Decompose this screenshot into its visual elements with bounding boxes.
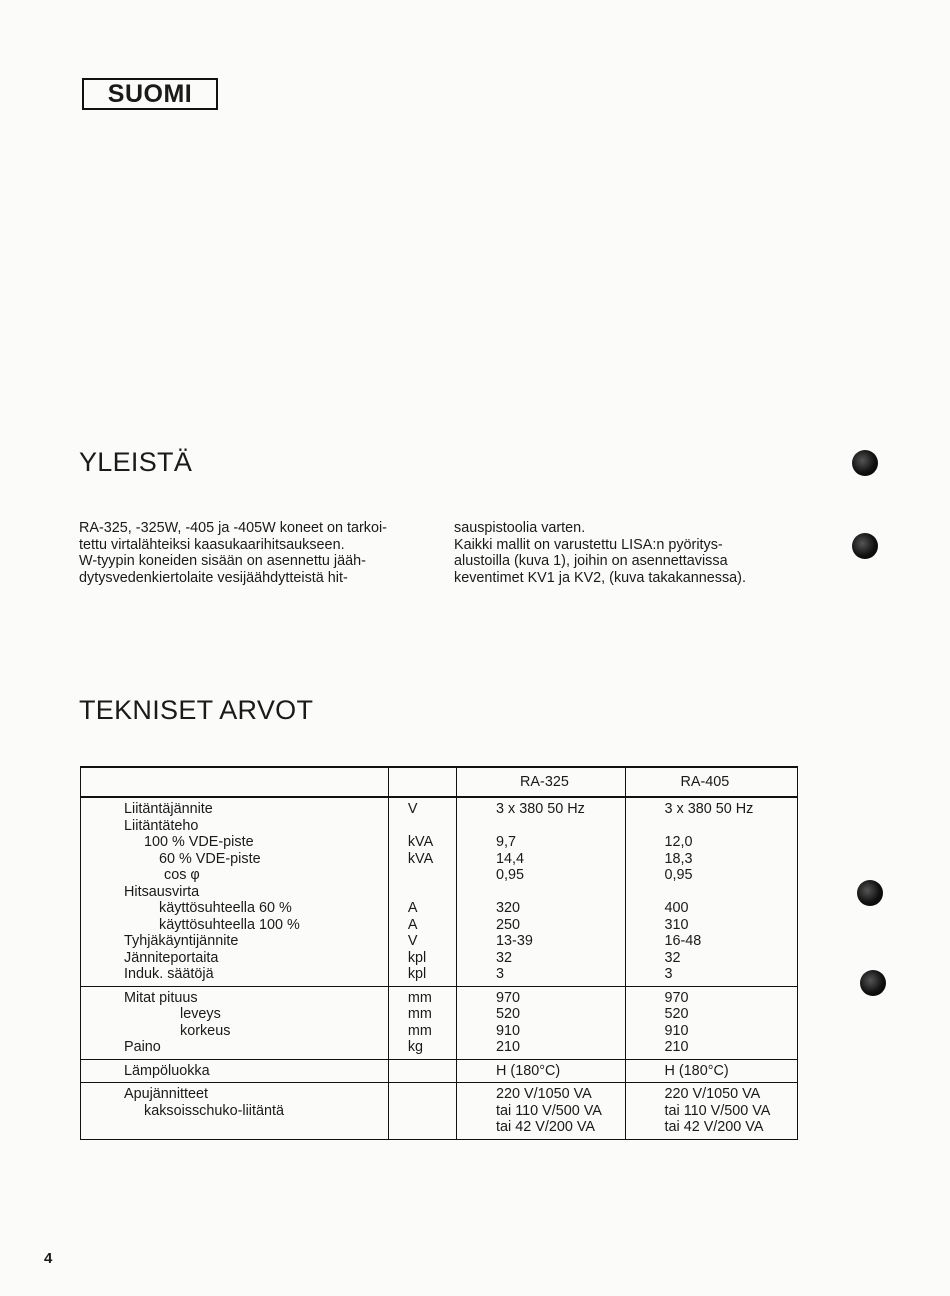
spec-value: 18,3 bbox=[664, 850, 693, 867]
spec-value: 16-48 bbox=[664, 933, 702, 949]
spec-unit: kg bbox=[407, 1039, 424, 1055]
spec-unit: kpl bbox=[407, 966, 427, 982]
spec-label: Hitsausvirta bbox=[124, 883, 200, 900]
spec-label: leveys bbox=[180, 1006, 221, 1022]
spec-value: 3 x 380 50 Hz bbox=[496, 801, 585, 817]
spec-value: 9,7 bbox=[496, 834, 517, 850]
label-cell bbox=[81, 1059, 389, 1083]
spec-label: Lämpöluokka bbox=[124, 1062, 210, 1079]
spec-value: 250 bbox=[496, 916, 521, 933]
spec-unit bbox=[408, 1103, 456, 1120]
table-group-electrical bbox=[81, 797, 798, 986]
spec-value: 310 bbox=[664, 916, 689, 933]
spec-unit: A bbox=[407, 916, 418, 933]
text-line: Kaikki mallit on varustettu LISA:n pyöritys- bbox=[454, 536, 723, 553]
table-group-insulation bbox=[81, 1059, 798, 1083]
value-cell-ra-405 bbox=[625, 797, 798, 986]
spec-unit: mm bbox=[407, 1022, 432, 1039]
spec-value: 32 bbox=[664, 949, 681, 966]
spec-value: 320 bbox=[496, 900, 521, 916]
spec-value: 0,95 bbox=[664, 867, 693, 883]
spec-value: 210 bbox=[664, 1039, 689, 1055]
value-cell-ra-325 bbox=[457, 1059, 625, 1083]
spec-value: 32 bbox=[496, 949, 513, 966]
punch-hole-icon bbox=[852, 533, 878, 559]
table-row bbox=[81, 797, 798, 986]
general-paragraph-left bbox=[79, 520, 424, 586]
spec-unit: kVA bbox=[407, 850, 434, 867]
spec-label: korkeus bbox=[180, 1022, 231, 1039]
table-header-row bbox=[81, 767, 798, 797]
spec-label: cos φ bbox=[164, 867, 200, 883]
header-cell-ra-325: RA-325 bbox=[457, 767, 625, 797]
spec-unit: kpl bbox=[407, 949, 427, 966]
spec-label: kaksoisschuko-liitäntä bbox=[144, 1102, 284, 1119]
general-paragraph-right bbox=[454, 520, 799, 586]
spec-value: 14,4 bbox=[496, 850, 525, 867]
spec-unit bbox=[408, 1086, 456, 1103]
spec-label: Liitäntäteho bbox=[124, 817, 199, 834]
spec-value: 0,95 bbox=[496, 867, 525, 883]
header-cell-unit bbox=[388, 767, 456, 797]
spec-value bbox=[665, 884, 798, 901]
text-line: RA-325, -325W, -405 ja -405W koneet on tarkoi- bbox=[79, 520, 387, 536]
spec-label: 60 % VDE-piste bbox=[159, 850, 261, 867]
spec-label: Mitat pituus bbox=[124, 989, 198, 1006]
language-label: SUOMI bbox=[82, 78, 218, 110]
spec-value bbox=[665, 818, 798, 835]
spec-value: 3 x 380 50 Hz bbox=[664, 801, 754, 817]
spec-value: 970 bbox=[496, 989, 521, 1006]
table-group-dimensions bbox=[81, 986, 798, 1059]
spec-unit bbox=[408, 1063, 456, 1080]
spec-value: tai 42 V/200 VA bbox=[496, 1119, 595, 1135]
value-cell-ra-405 bbox=[625, 1083, 798, 1140]
spec-unit: V bbox=[407, 933, 418, 949]
spec-label: käyttösuhteella 100 % bbox=[159, 916, 300, 933]
spec-value: 12,0 bbox=[664, 834, 693, 850]
value-cell-ra-405 bbox=[625, 986, 798, 1059]
spec-unit bbox=[408, 818, 456, 835]
punch-hole-icon bbox=[857, 880, 883, 906]
unit-cell bbox=[388, 797, 456, 986]
specifications-table bbox=[80, 766, 798, 1140]
label-cell bbox=[81, 986, 389, 1059]
table-group-auxiliary bbox=[81, 1083, 798, 1140]
spec-value: 3 bbox=[664, 966, 673, 982]
spec-value: 220 V/1050 VA bbox=[496, 1086, 592, 1102]
spec-unit: A bbox=[407, 900, 418, 916]
value-cell-ra-325 bbox=[457, 797, 625, 986]
spec-label: käyttösuhteella 60 % bbox=[159, 900, 292, 916]
spec-unit: kVA bbox=[407, 834, 434, 850]
spec-value: 910 bbox=[664, 1022, 689, 1039]
spec-value: H (180°C) bbox=[664, 1062, 729, 1079]
spec-value: tai 110 V/500 VA bbox=[664, 1102, 771, 1119]
spec-label: 100 % VDE-piste bbox=[144, 834, 254, 850]
table-row bbox=[81, 1059, 798, 1083]
spec-value: 910 bbox=[496, 1022, 521, 1039]
punch-hole-icon bbox=[852, 450, 878, 476]
spec-label: Apujännitteet bbox=[124, 1086, 209, 1102]
unit-cell bbox=[388, 986, 456, 1059]
label-cell bbox=[81, 797, 389, 986]
unit-cell bbox=[388, 1059, 456, 1083]
value-cell-ra-405 bbox=[625, 1059, 798, 1083]
unit-cell bbox=[388, 1083, 456, 1140]
spec-unit: mm bbox=[407, 1006, 432, 1022]
spec-unit: V bbox=[407, 801, 418, 817]
spec-value: 13-39 bbox=[496, 933, 533, 949]
spec-value: 220 V/1050 VA bbox=[664, 1086, 761, 1102]
value-cell-ra-325 bbox=[457, 986, 625, 1059]
table-row bbox=[81, 986, 798, 1059]
spec-unit bbox=[408, 867, 456, 884]
spec-unit bbox=[408, 884, 456, 901]
spec-value: 210 bbox=[496, 1039, 521, 1055]
text-line: alustoilla (kuva 1), joihin on asennettavissa bbox=[454, 553, 728, 569]
punch-hole-icon bbox=[860, 970, 886, 996]
page-number: 4 bbox=[44, 1250, 53, 1267]
spec-value: tai 110 V/500 VA bbox=[496, 1102, 602, 1119]
spec-value: 400 bbox=[664, 900, 689, 916]
header-cell-ra-405: RA-405 bbox=[625, 767, 798, 797]
spec-value bbox=[496, 884, 624, 901]
text-line: keventimet KV1 ja KV2, (kuva takakannessa). bbox=[454, 569, 746, 586]
spec-label: Jänniteportaita bbox=[124, 949, 219, 966]
section-heading-technical: TEKNISET ARVOT bbox=[79, 695, 314, 725]
spec-label: Induk. säätöjä bbox=[124, 966, 214, 982]
header-cell-label bbox=[81, 767, 389, 797]
spec-value: 520 bbox=[496, 1006, 521, 1022]
spec-value bbox=[496, 818, 624, 835]
spec-label: Paino bbox=[124, 1039, 161, 1055]
spec-value: 970 bbox=[664, 989, 689, 1006]
text-line: sauspistoolia varten. bbox=[454, 520, 586, 536]
text-line: W-tyypin koneiden sisään on asennettu jääh- bbox=[79, 553, 366, 569]
text-line: tettu virtalähteiksi kaasukaarihitsaukseen. bbox=[79, 536, 345, 553]
spec-value: H (180°C) bbox=[496, 1062, 561, 1079]
spec-value: tai 42 V/200 VA bbox=[664, 1119, 764, 1135]
table-row bbox=[81, 1083, 798, 1140]
spec-label: Liitäntäjännite bbox=[124, 801, 213, 817]
section-heading-general: YLEISTÄ bbox=[79, 447, 193, 477]
label-cell bbox=[81, 1083, 389, 1140]
spec-value: 3 bbox=[496, 966, 505, 982]
text-line: dytysvedenkiertolaite vesijäähdytteistä hit- bbox=[79, 569, 348, 586]
spec-label: Tyhjäkäyntijännite bbox=[124, 933, 239, 949]
value-cell-ra-325 bbox=[457, 1083, 625, 1140]
spec-unit: mm bbox=[407, 989, 432, 1006]
spec-value: 520 bbox=[664, 1006, 689, 1022]
